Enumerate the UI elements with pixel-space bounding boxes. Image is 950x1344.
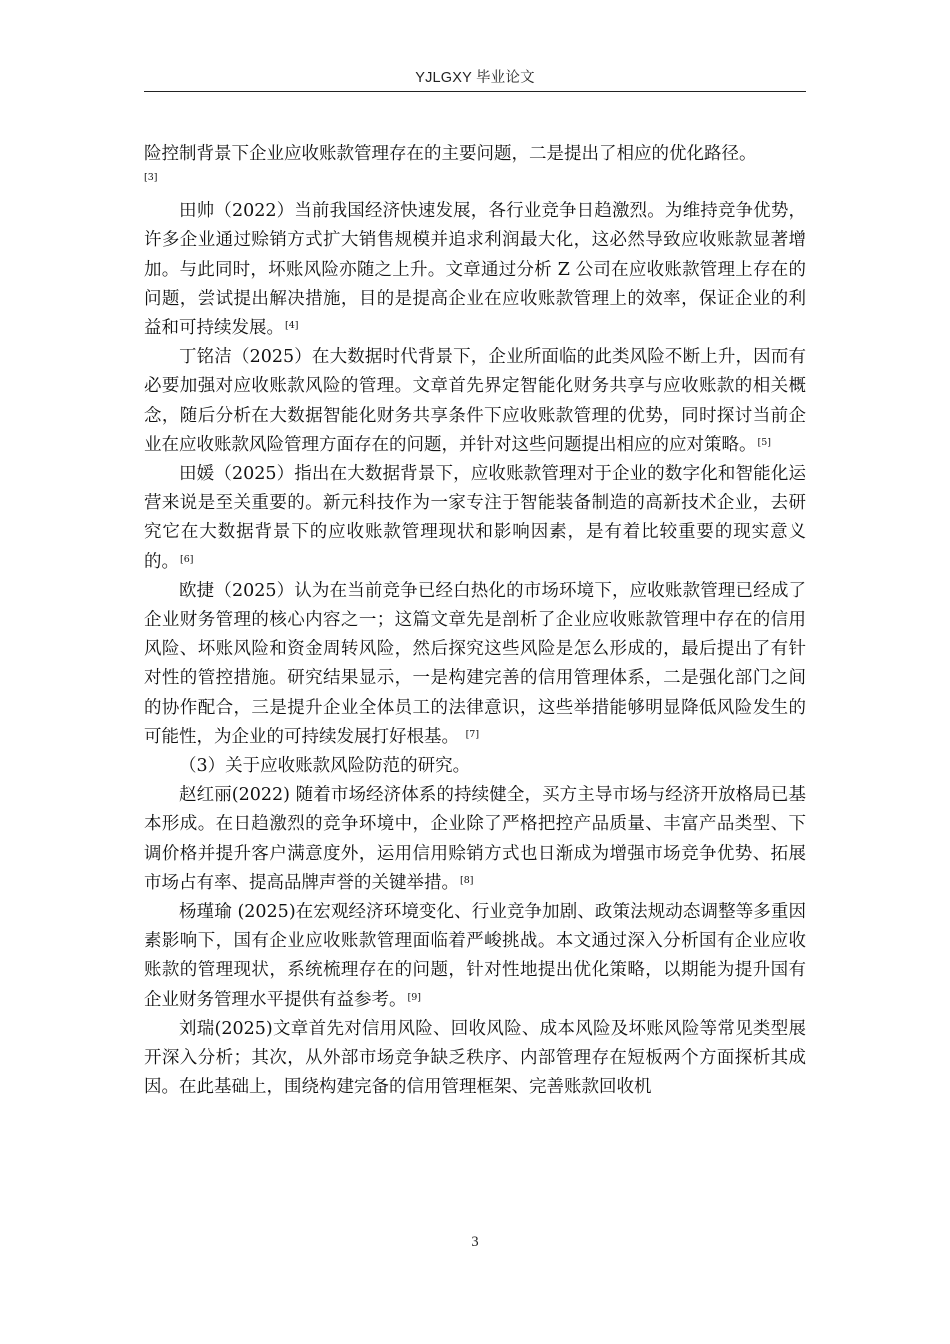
body-text <box>144 140 806 1103</box>
section-heading <box>144 752 806 781</box>
paragraph-text: 赵红丽(2022) 随着市场经济体系的持续健全，买方主导市场与经济开放格局已基本形成。在日趋激烈的竞争环境中，企业除了严格把控产品质量、丰富产品类型、下调价格并提升客户满意度外，运用信用赊销方式也日渐成为增强市场竞争优势、拓展市场占有率、提高品牌声誉的关键举措。 <box>144 785 806 893</box>
paragraph <box>144 197 806 343</box>
paragraph-text: 丁铭洁（2025）在大数据时代背景下，企业所面临的此类风险不断上升，因而有必要加强对应收账款风险的管理。文章首先界定智能化财务共享与应收账款的相关概念，随后分析在大数据智能化财务共享条件下应收账款管理的优势，同时探讨当前企业在应收账款风险管理方面存在的问题，并针对这些问题提出相应的应对策略。 <box>144 347 806 455</box>
citation-ref: [6] <box>180 553 194 565</box>
paragraph <box>144 460 806 577</box>
page-number: 3 <box>471 1234 479 1250</box>
citation-ref: [5] <box>757 436 771 448</box>
paragraph-text: 田帅（2022）当前我国经济快速发展，各行业竞争日趋激烈。为维持竞争优势，许多企业通过赊销方式扩大销售规模并追求利润最大化，这必然导致应收账款显著增加。与此同时，坏账风险亦随之上升。文章通过分析 Z 公司在应收账款管理上存在的问题，尝试提出解决措施，目的是提高企业在应收账款管理上的效率，保证企业的利益和可持续发展。 <box>144 201 806 339</box>
paragraph-text: 欧捷（2025）认为在当前竞争已经白热化的市场环境下，应收账款管理已经成了企业财务管理的核心内容之一；这篇文章先是剖析了企业应收账款管理中存在的信用风险、坏账风险和资金周转风险，然后探究这些风险是怎么形成的，最后提出了有针对性的管控措施。研究结果显示，一是构建完善的信用管理体系，二是强化部门之间的协作配合，三是提升企业全体员工的法律意识，这些举措能够明显降低风险发生的可能性，为企业的可持续发展打好根基。 <box>144 580 806 747</box>
paragraph-text: 险控制背景下企业应收账款管理存在的主要问题，二是提出了相应的优化路径。 <box>144 144 757 164</box>
citation-ref: [7] <box>465 728 480 740</box>
paragraph <box>144 898 806 1015</box>
paragraph-text: 田媛（2025）指出在大数据背景下，应收账款管理对于企业的数字化和智能化运营来说是至关重要的。新元科技作为一家专注于智能装备制造的高新技术企业，去研究它在大数据背景下的应收账款管理现状和影响因素，是有着比较重要的现实意义的。 <box>144 464 806 572</box>
paragraph <box>144 577 806 752</box>
paragraph-text: （3）关于应收账款风险防范的研究。 <box>179 756 471 777</box>
paragraph-text: 刘瑞(2025)文章首先对信用风险、回收风险、成本风险及坏账风险等常见类型展开深入分析；其次，从外部市场竞争缺乏秩序、内部管理存在短板两个方面探析其成因。在此基础上，围绕构建完备的信用管理框架、完善账款回收机 <box>144 1018 806 1098</box>
header-divider <box>144 91 806 92</box>
paragraph-text: 杨瑾瑜 (2025)在宏观经济环境变化、行业竞争加剧、政策法规动态调整等多重因素影响下，国有企业应收账款管理面临着严峻挑战。本文通过深入分析国有企业应收账款的管理现状，系统梳理存在的问题，针对性地提出优化策略，以期能为提升国有企业财务管理水平提供有益参考。 <box>144 902 806 1010</box>
citation-ref: [3] <box>144 172 158 184</box>
paragraph-continuation <box>144 140 806 169</box>
paragraph <box>144 781 806 898</box>
citation-ref: [9] <box>407 991 421 1003</box>
citation-ref: [8] <box>460 874 474 886</box>
paragraph <box>144 1015 806 1103</box>
running-header: YJLGXY 毕业论文 <box>415 70 535 86</box>
paragraph <box>144 343 806 460</box>
citation-ref: [4] <box>285 320 299 332</box>
